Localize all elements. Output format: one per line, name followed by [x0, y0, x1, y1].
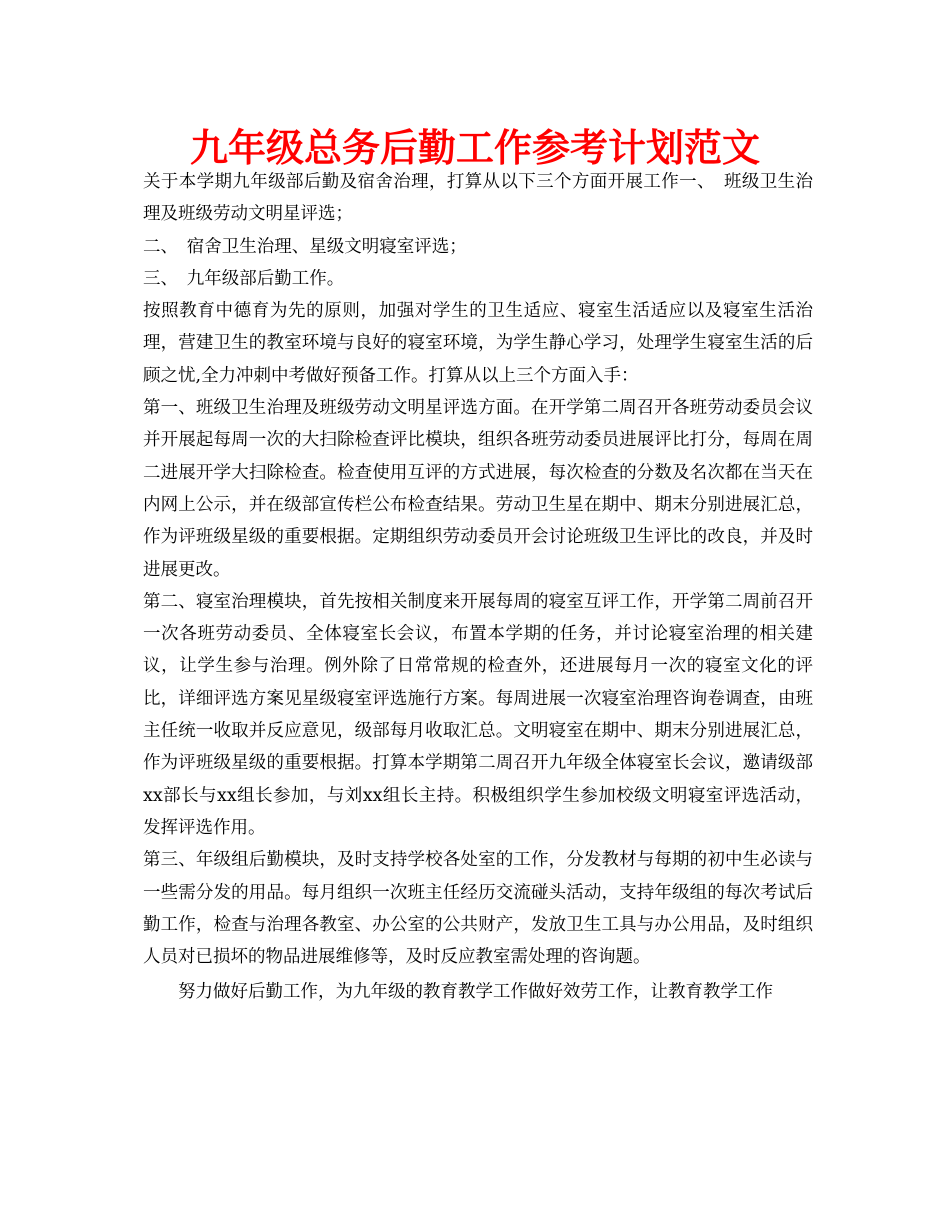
document-body [143, 166, 813, 1009]
paragraph-section-three: 第三、年级组后勤模块，及时支持学校各处室的工作，分发教材与每期的初中生必读与一些需分发的用品。每月组织一次班主任经历交流碰头活动，支持年级组的每次考试后勤工作，检查与治理各教室、办公室的公共财产，发放卫生工具与办公用品，及时组织人员对已损坏的物品进展维修等，及时反应教室需处理的咨询题。 [143, 850, 813, 968]
paragraph-principle: 按照教育中德育为先的原则，加强对学生的卫生适应、寝室生活适应以及寝室生活治理，营建卫生的教室环境与良好的寝室环境，为学生静心学习，处理学生寝室生活的后顾之忧,全力冲刺中考做好预备工作。打算从以上三个方面入手： [143, 301, 813, 386]
document-title: 九年级总务后勤工作参考计划范文 [189, 125, 760, 170]
paragraph-section-one: 第一、班级卫生治理及班级劳动文明星评选方面。在开学第二周召开各班劳动委员会议并开展起每周一次的大扫除检查评比模块，组织各班劳动委员进展评比打分，每周在周二进展开学大扫除检查。检查使用互评的方式进展，每次检查的分数及名次都在当天在内网上公示，并在级部宣传栏公布检查结果。劳动卫生星在期中、期末分别进展汇总，作为评班级星级的重要根据。定期组织劳动委员开会讨论班级卫生评比的改良，并及时进展更改。 [143, 398, 813, 580]
paragraph-closing: 努力做好后勤工作，为九年级的教育教学工作做好效劳工作，让教育教学工作 [178, 982, 773, 1003]
paragraph-intro: 关于本学期九年级部后勤及宿舍治理，打算从以下三个方面开展工作一、 班级卫生治理及班级劳动文明星评选； [143, 172, 813, 225]
paragraph-section-two: 第二、寝室治理模块，首先按相关制度来开展每周的寝室互评工作，开学第二周前召开一次各班劳动委员、全体寝室长会议，布置本学期的任务，并讨论寝室治理的相关建议，让学生参与治理。例外除了日常常规的检查外，还进展每月一次的寝室文化的评比，详细评选方案见星级寝室评选施行方案。每周进展一次寝室治理咨询卷调查，由班主任统一收取并反应意见，级部每月收取汇总。文明寝室在期中、期末分别进展汇总，作为评班级星级的重要根据。打算本学期第二周召开九年级全体寝室长会议，邀请级部xx部长与xx组长参加，与刘xx组长主持。积极组织学生参加校级文明寝室评选活动，发挥评选作用。 [143, 591, 813, 838]
paragraph-item-two: 二、 宿舍卫生治理、星级文明寝室评选； [143, 236, 467, 257]
paragraph-item-three: 三、 九年级部后勤工作。 [143, 268, 345, 289]
